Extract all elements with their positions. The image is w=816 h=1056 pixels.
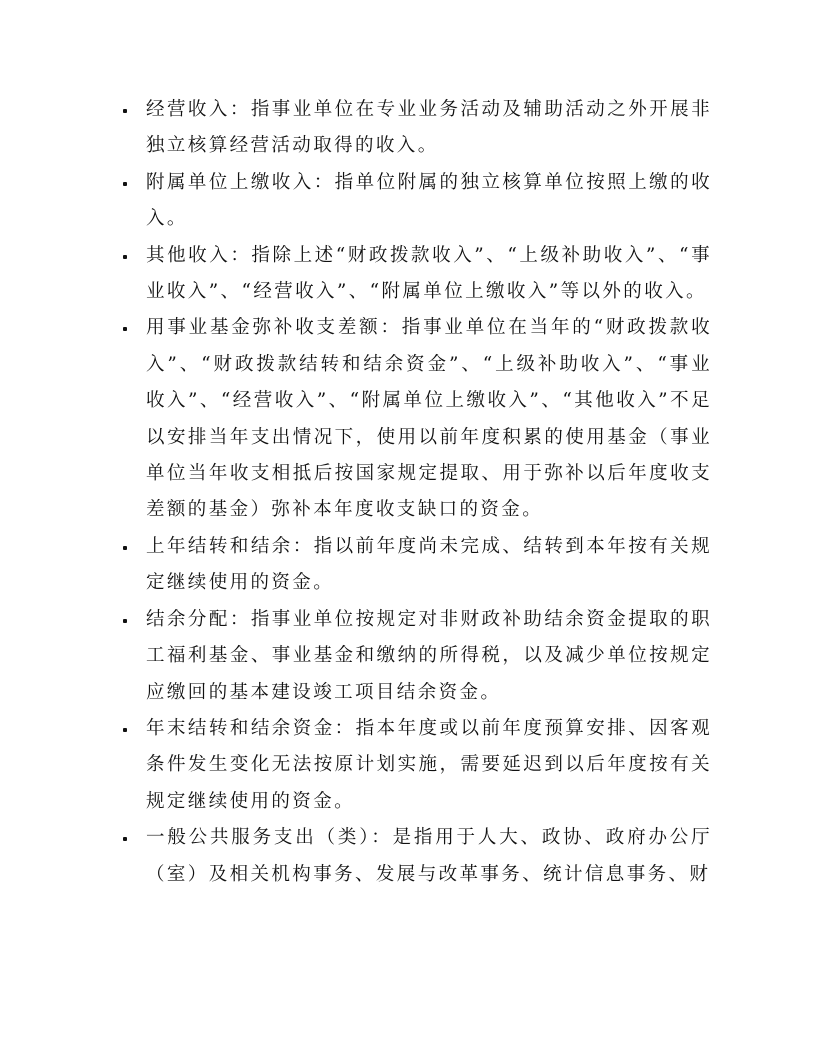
bullet-icon: [120, 92, 130, 128]
list-item-text: 其他收入：指除上述“财政拨款收入”、“上级补助收入”、“事业收入”、“经营收入”、“附属单位上缴收入”等以外的收入。: [146, 244, 712, 303]
bullet-icon: [120, 602, 130, 638]
bullet-icon: [120, 820, 130, 856]
list-item-text: 用事业基金弥补收支差额：指事业单位在当年的“财政拨款收入”、“财政拨款结转和结余资金”、“上级补助收入”、“事业收入”、“经营收入”、“附属单位上缴收入”、“其他收入”不足以安排当年支出情况下，使用以前年度积累的使用基金（事业单位当年收支相抵后按国家规定提取、用于弥补以后年度收支差额的基金）弥补本年度收支缺口的资金。: [146, 317, 712, 521]
bullet-icon: [120, 238, 130, 274]
bullet-icon: [120, 711, 130, 747]
list-item-text: 年末结转和结余资金：指本年度或以前年度预算安排、因客观条件发生变化无法按原计划实施，需要延迟到以后年度按有关规定继续使用的资金。: [146, 717, 712, 812]
list-item-text: 上年结转和结余：指以前年度尚未完成、结转到本年按有关规定继续使用的资金。: [146, 535, 712, 594]
bullet-icon: [120, 529, 130, 565]
list-item: [112, 238, 712, 311]
list-item: [112, 711, 712, 820]
list-item-text: 附属单位上缴收入：指单位附属的独立核算单位按照上缴的收入。: [146, 171, 712, 230]
list-item: [112, 165, 712, 238]
definition-list: [112, 92, 712, 893]
list-item: [112, 92, 712, 165]
list-item: [112, 529, 712, 602]
list-item: [112, 310, 712, 528]
bullet-icon: [120, 165, 130, 201]
list-item: [112, 820, 712, 893]
list-item-text: 结余分配：指事业单位按规定对非财政补助结余资金提取的职工福利基金、事业基金和缴纳的所得税，以及减少单位按规定应缴回的基本建设竣工项目结余资金。: [146, 608, 712, 703]
list-item: [112, 602, 712, 711]
list-item-text: 一般公共服务支出（类）：是指用于人大、政协、政府办公厅（室）及相关机构事务、发展与改革事务、统计信息事务、财: [146, 827, 712, 885]
list-item-text: 经营收入：指事业单位在专业业务活动及辅助活动之外开展非独立核算经营活动取得的收入。: [146, 99, 712, 157]
bullet-icon: [120, 310, 130, 346]
